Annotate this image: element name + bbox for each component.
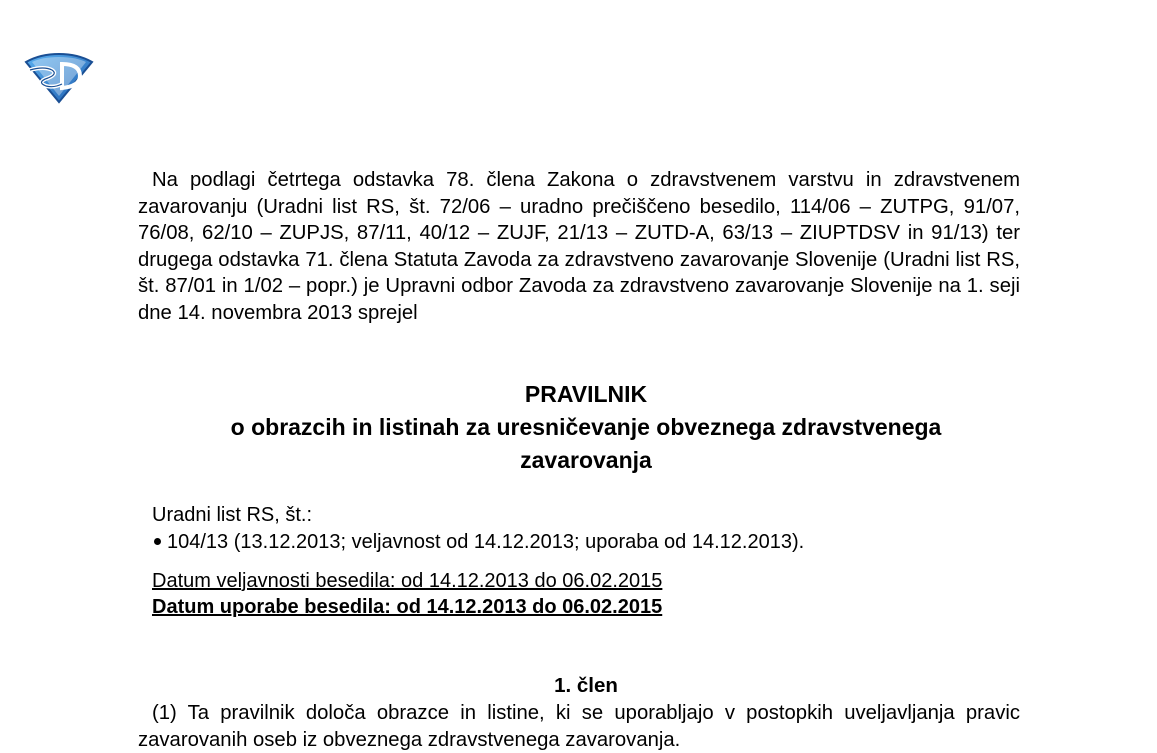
intro-paragraph: Na podlagi četrtega odstavka 78. člena Zakona o zdravstvenem varstvu in zdravstvenem zavarovanju (Uradni list RS, št. 72/06 – uradno prečiščeno besedilo, 114/06 – ZUTPG, 91/07, 76/08, 62/10 – ZUPJS, 87/11, 40/12 – ZUJF, 21/13 – ZUTD-A, 63/13 – ZIUPTDSV in 91/13) ter drugega odstavka 71. člena Statuta Zavoda za zdravstveno zavarovanje Slovenije (Uradni list RS, št. 87/01 in 1/02 – popr.) je Upravni odbor Zavoda za zdravstveno zavarovanje Slovenije na 1. seji dne 14. novembra 2013 sprejel [138, 169, 1020, 324]
usage-date-link[interactable]: Datum uporabe besedila: od 14.12.2013 do 06.02.2015 [152, 596, 663, 618]
zzzs-logo-icon [22, 52, 96, 104]
title-main: PRAVILNIK [524, 381, 648, 407]
gazette-entry-text: 104/13 (13.12.2013; veljavnost od 14.12.2013; uporaba od 14.12.2013). [167, 531, 805, 553]
bullet-icon [154, 538, 161, 545]
article-heading: 1. člen [554, 674, 618, 697]
title-line-1: o obrazcih in listinah za uresničevanje obveznega zdravstvenega [230, 414, 942, 440]
title-line-2: zavarovanja [520, 447, 652, 473]
validity-date-link[interactable]: Datum veljavnosti besedila: od 14.12.2013 do 06.02.2015 [152, 570, 663, 592]
gazette-entry[interactable] [152, 529, 804, 555]
gazette-label: Uradni list RS, št.: [152, 504, 313, 526]
article-text: (1) Ta pravilnik določa obrazce in listine, ki se uporabljajo v postopkih uveljavljanja pravic zavarovanih oseb iz obveznega zdravstvenega zavarovanja. [138, 702, 1020, 751]
document-title [130, 378, 1042, 477]
